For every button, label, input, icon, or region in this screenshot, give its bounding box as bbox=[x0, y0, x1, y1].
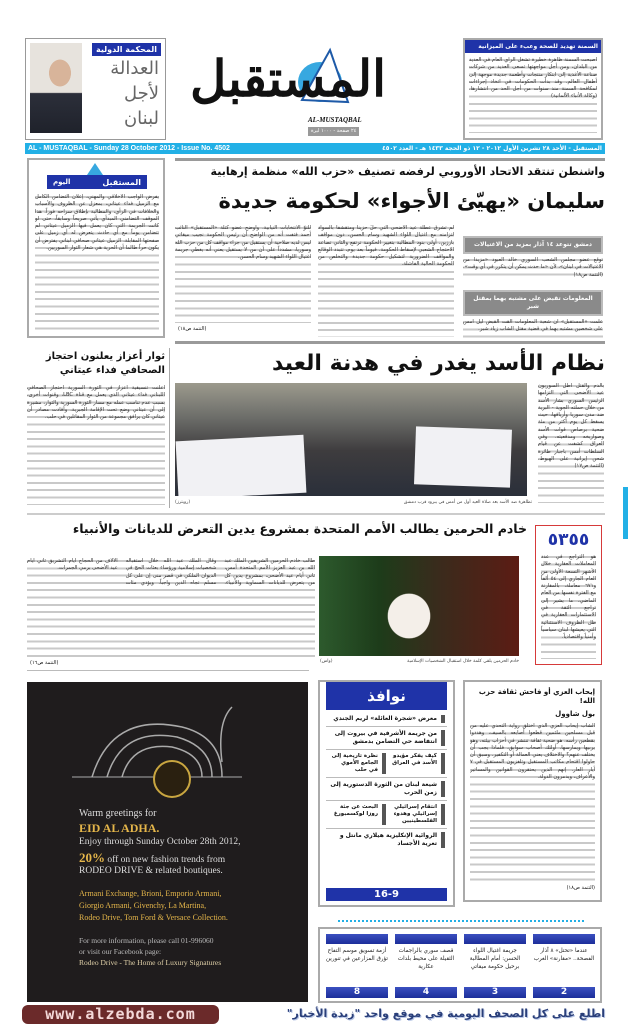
azaz-headline-1: ثوار أعزاز يعلنون احتجاز bbox=[45, 351, 165, 362]
health-brief-title: السمنة تهديد للصحة وعبء على الميزانية bbox=[465, 40, 601, 53]
side-box-1-body: توقع عضو مجلس الشعب السوري خالد العبود «مزيداً من الاغتيالات في لبنان»، لأن «ما حدث يمكن أن يتكرر في أي وقت». (التتمة ص١٨) bbox=[463, 257, 603, 278]
opinion-body: الشاب إيحاب العزي الذي اختلق رواية التحدي عليه من قبل مسلحين ملثمين قطعوا أصابعه بالسيف، وهددوا بقطعين رأسه. هو ضحية ثقافة تنتشر في أحزاب بيئته، وهو يربيها ويمارسها. أولئك أصحاب سوابق، فلماذا يجب أن يختلف عنهم؟ والاختلاف يعني العمالة أو التكفير. وسبق أن حاولوا اقتحام مكاتب المستقبل وتلفزيون المستقبل في ٧ أيار العار. إنهم الذين يحتقرون القوانين والمساتير والأعراف، ويدمرون الدولة. bbox=[470, 723, 595, 883]
nawafedh-item[interactable] bbox=[326, 829, 447, 851]
lead-continued[interactable]: (التتمة ص١٨) bbox=[178, 326, 207, 332]
today-badge-label: اليوم bbox=[53, 178, 71, 186]
saudi-continued[interactable]: (التتمة ص١٦) bbox=[30, 660, 59, 666]
azaz-headline[interactable] bbox=[27, 350, 165, 378]
strip-item-text: عندما «تحتل» ٨ آذار الفصحة.. «مقارنة» الغرب bbox=[533, 948, 595, 962]
lead-body-1: لم تشرق عطلة عيد الأضحى التي حلّ حزيناً ومتقشفاً بالسواد لتزامنه مع اغتيال اللواء الشهيد وسام الحسن، دون مواقف بارزين. أولى بنود المطالبة بتغيير الحكومة ترتفع والثاني تصاعد الاحتجاج الشعبي لإسقاط الحكومة. فيوماً بعد يوم، تتبدد الوقائع والمواقف الضرورية لتشكيل حكومة جديدة والتخلص من الحكومة الحالية الفاشلة. bbox=[318, 225, 454, 337]
ad-line-1: Warm greetings for bbox=[79, 808, 157, 819]
opinion-author: بول شاوول bbox=[555, 710, 595, 718]
nawafedh-item[interactable] bbox=[326, 778, 447, 801]
number-body: هو التراجع في عدد المعاملات العقارية خلال الأشهر التسعة الأولى من العام الجاري إلى ٥٤ ألفاً و٦٧١ معاملة، بالمقارنة مع الفترة نفسها من العام الماضي، ما يشير إلى تراجع الثقة في الاستثمارات العقارية في ظل الظروف الاستثنائية التي يعيشها لبنان سياسياً وأمنياً واقتصادياً. bbox=[541, 554, 596, 659]
ad-brand-1: Armani Exchange, Brioni, Emporio Armani, bbox=[79, 889, 222, 898]
protest-sign-left bbox=[176, 435, 307, 496]
lead-body-2: للتوّ الانتخابات النيابية. وأوضح عضو كتلة «المستقبل» النائب أحمد فتفت أنه من الواضح أن رئيس الحكومة نجيب ميقاتي ليس لديه صلاحية أن يستقيل من جراء مواقف كل من حزب الله وسوريا، مشدداً على أن من لا يستقيل يعني أنه يغطي جريمة اغتيال اللواء الشهيد وسام الحسن. bbox=[175, 225, 311, 323]
today-badge-logo: المستقبل bbox=[102, 177, 141, 187]
king-photo bbox=[319, 556, 519, 656]
nawafedh-item-text: كيف يفكر مؤيدو الأسد في العراق bbox=[392, 753, 437, 766]
logo[interactable] bbox=[180, 30, 445, 140]
nawafedh-item[interactable] bbox=[326, 727, 447, 750]
ad-offer-text: off on new fashion trends from bbox=[107, 855, 226, 865]
left-promo-box[interactable] bbox=[25, 38, 166, 140]
promo-line-3: لبنان bbox=[123, 108, 159, 129]
nawafedh-title: نوافذ bbox=[326, 682, 447, 710]
strip-item[interactable] bbox=[533, 934, 595, 998]
opinion-title: إيحاب العزي أو فاحش ثقافة حزب الله! bbox=[478, 688, 595, 705]
side-accent-bar bbox=[623, 487, 628, 539]
ad-line-2: EID AL ADHA. bbox=[79, 821, 160, 835]
lead-headline[interactable]: سليمان «يهيّئ الأجواء» لحكومة جديدة bbox=[218, 189, 605, 213]
side-box-1[interactable] bbox=[463, 236, 603, 284]
today-badge-emblem-icon bbox=[87, 163, 103, 175]
strip-item[interactable] bbox=[395, 934, 457, 998]
strip-item-page: 8 bbox=[326, 987, 388, 998]
ad-offer-pct: 20% bbox=[79, 850, 105, 865]
nawafedh-item[interactable] bbox=[326, 801, 447, 829]
column-divider bbox=[169, 348, 170, 508]
logo-arabic: المستقبل bbox=[190, 49, 386, 108]
king-photo-caption: خادم الحرمين يلقي كلمة خلال استقبال الشخصيات الإسلامية bbox=[407, 659, 519, 664]
number-box[interactable] bbox=[535, 525, 602, 665]
number-value: ٥٣٥٥ bbox=[547, 530, 590, 550]
opinion-box[interactable] bbox=[463, 680, 602, 902]
side-box-2-body: علمت «المستقبل» أن شعبة المعلومات ألقت القبض ليل أمس على شخصين مشتبه بهما في قضية مقتل الشاب زياد شبر. bbox=[463, 319, 603, 341]
opinion-continued[interactable]: (التتمة ص١٨) bbox=[566, 885, 595, 891]
health-brief-body: أصبحت السمنة ظاهرة خطيرة تشغل الرأي العام في العديد من البلدان، ومن أجل مواجهتها تسعى العديد من شركات صناعة الأغذية إلى ابتكار منتجات وأطعمة جديدة موجهة إلى أطفال العالم. وقد بدأت الحكومات في اتخاذ إجراءات لمكافحة السمنة منذ سنوات من أجل الحد من انتشارها. (وكالة الأنباء الألمانية) bbox=[469, 57, 597, 133]
strip-dotted-top bbox=[338, 920, 584, 922]
side-box-1-title: دمشق تتوعد ١٤ آذار بمزيد من الاغتيالات bbox=[463, 236, 603, 254]
nawafedh-item-text: من جريمة الأشرفية في بيروت إلى انتفاضة حي التضامن بدمشق bbox=[334, 730, 437, 745]
nawafedh-item-text: شيعة لبنان من الثورة الدستورية إلى زمن الحرب bbox=[330, 781, 437, 796]
ad-info-2: or visit our Facebook page: bbox=[79, 947, 162, 956]
inside-pages-strip bbox=[318, 927, 602, 1003]
protest-sign-right bbox=[414, 426, 512, 487]
health-brief-box[interactable] bbox=[463, 38, 603, 140]
nawafedh-item-text: البحث عن جثة روزا لوكسمبورغ bbox=[333, 804, 378, 817]
lower-rule bbox=[27, 670, 309, 671]
nawafedh-pages: 16-9 bbox=[326, 888, 447, 901]
strip-item-page: 2 bbox=[533, 987, 595, 998]
footer-slogan: اطلع على كل الصحف اليومية في موقع واحد "زبدة الأخبار" bbox=[286, 1007, 605, 1020]
syria-photo-credit: (رويترز) bbox=[175, 500, 191, 505]
top-rule bbox=[175, 158, 605, 161]
date-bar bbox=[25, 143, 605, 154]
strip-item-text: قصف سوري بالراجمات الثقيلة على محيط بلدات عكارية bbox=[397, 948, 455, 970]
nawafedh-item[interactable] bbox=[326, 750, 447, 778]
ad-line-3: Enjoy through Sunday October 28th 2012, bbox=[79, 837, 241, 847]
mid-rule-1 bbox=[175, 341, 605, 344]
syria-headline[interactable]: نظام الأسد يغدر في هدنة العيد bbox=[272, 351, 605, 376]
saudi-headline[interactable]: خادم الحرمين يطالب الأمم المتحدة بمشروع يدين التعرض للديانات والأنبياء bbox=[72, 521, 527, 536]
strip-item[interactable] bbox=[464, 934, 526, 998]
nawafedh-item-text: نظرة تاريخية إلى الجامع الأموي في حلب bbox=[331, 753, 378, 773]
azaz-headline-2: الصحافي فداء عيتاني bbox=[59, 365, 165, 376]
lead-kicker[interactable]: واشنطن تنتقد الاتحاد الأوروبي لرفضه تصنيف «حزب الله» منظمة إرهابية bbox=[210, 165, 605, 178]
date-arabic: المستقبل - الأحد ٢٨ تشرين الأول ٢٠١٢ - ١٢ ذو الحجة ١٤٣٣ هـ - العدد ٤٥٠٢ bbox=[382, 145, 602, 152]
ad-emblem-icon bbox=[72, 702, 242, 802]
side-box-2[interactable] bbox=[463, 290, 603, 338]
price-tag: ٢٤ صفحة - ١٠٠٠ ليرة bbox=[308, 127, 359, 136]
logo-latin: AL-MUSTAQBAL bbox=[308, 116, 362, 124]
today-column[interactable] bbox=[27, 158, 165, 338]
saudi-body: طالب خادم الحرمين الشريفين الملك عبد الله بن عبد العزيز الأمم المتحدة أمس، ثاني أيام عيد الأضحى، بمشروع يدين كل من يتعرض للديانات السماوية والأنبياء. وقال الملك عبد الله خلال استقباله شخصيات إسلامية ورؤساء بعثات الحج في الديوان الملكي في قصر منى إن على كل مسلم تجاه الدين واجباً. ويؤدي مئات الآلاف من الحجاج أيام التشريق ثاني أيام عيد الأضحى برمي الجمرات. bbox=[27, 558, 315, 658]
king-photo-credit: (واس) bbox=[320, 659, 333, 664]
nawafedh-item-text: معرض «شجرة العائلة» لريم الجندي bbox=[333, 715, 437, 722]
nawafedh-box[interactable] bbox=[318, 680, 455, 907]
ad-info-1: For more information, please call 01-996060 bbox=[79, 936, 214, 945]
portrait-photo bbox=[30, 43, 82, 133]
footer-url[interactable]: www.alzebda.com bbox=[22, 1005, 219, 1024]
nawafedh-item[interactable] bbox=[326, 712, 447, 727]
syria-protest-photo bbox=[175, 383, 527, 496]
promo-line-2: لأجل bbox=[123, 83, 159, 104]
azaz-body: أعلنت تنسيقية أعزاز في الثورة السورية احتجاز الصحافي اللبناني فداء عيتاني الذي يعمل مع قناة LBC، وقنوات أخرى، بسبب عدم تناسب عمله مع مسار الثورة السورية والثوار، مشيرة إلى أن عيتاني وضع تحت الإقامة الجبرية. وأفادت مصادر أن عيتاني كان يرافق مجموعة من الثوار المقاتلين في حلب. bbox=[27, 385, 165, 505]
ad-offer-line-2: RODEO DRIVE & related boutiques. bbox=[79, 866, 223, 876]
strip-item-page: 4 bbox=[395, 987, 457, 998]
ad-info-3: Rodeo Drive - The Home of Luxury Signatures bbox=[79, 958, 222, 967]
side-box-2-title: المعلومات تقبض على مشتبه بهما بمقتل شبر bbox=[463, 290, 603, 316]
promo-line-1: العدالة bbox=[110, 58, 159, 79]
mid-rule-2 bbox=[27, 513, 605, 515]
strip-item-text: أزمة تسويق موسم التفاح تؤرق المزارعين في تنورين bbox=[326, 948, 388, 962]
strip-item-page: 3 bbox=[464, 987, 526, 998]
today-column-body: يفرض الواجب الأخلاقي والمهني، إعلان التضامن الكامل مع الزميل فداء عيتاني، بمعزل عن الظروف والأسباب والخلافات في الرأي، والمطالبة بإطلاق سراحه فوراً. هذا الموقف التضامني المبدأي يأتي صريحاً وسابقاً، حتى لو كانت الجريمة التي كان يعمل فيها الزميل عيتاني لم تتضامن يوماً مع أي حادث يتعرض له أي زميل على صفحتها المقابلة. الزميل عيتاني صحافي لبناني يفترض أن يكون حراً طالما أن الحرية هي شعار الثوار السوريين. bbox=[35, 194, 159, 334]
strip-item-text: جريمة اغتيال اللواء الحسن: أمام المطالبة برحيل حكومة ميقاتي bbox=[469, 948, 521, 970]
ad-brand-2: Giorgio Armani, Givenchy, La Martina, bbox=[79, 901, 207, 910]
ad-offer bbox=[79, 850, 225, 866]
date-latin: AL - MUSTAQBAL - Sunday 28 October 2012 - Issue No. 4502 bbox=[28, 145, 230, 152]
syria-photo-caption: تظاهرة ضد الأسد بعد صلاة العيد أول من أمس في يبرود قرب دمشق bbox=[403, 500, 532, 505]
rodeo-drive-ad[interactable] bbox=[27, 682, 308, 1002]
ad-brand-3: Rodeo Drive, Tom Ford & Versace Collection. bbox=[79, 913, 228, 922]
promo-label: المحكمة الدولية bbox=[92, 43, 161, 56]
nawafedh-item-text: الروائية الإنكليزية هيلاري مانتل و تعرية الأجساد bbox=[339, 832, 437, 847]
strip-item[interactable] bbox=[326, 934, 388, 998]
today-badge bbox=[47, 175, 147, 189]
syria-body: بالدم والقتل أطل السوريون عيد الأضحى التي التزامها الرئيس السوري بشار الأسد من خلال حملته الجوية - البرية ضد مدن سوريا وأريافها، حيث يسقط كل يوم أكثر من مئة ضحية برصاص قوات الأسد وصواريخه ومدفعيته. وفي العراق كشفت عن قيام السلطات أمس باجبار طائرة شحن إيرانية على الهبوط. (التتمة ص١٧) bbox=[538, 383, 604, 503]
nawafedh-item-text: انتقام إسرائيلي إسرائيلي وهدوء الفلسطينيين bbox=[393, 804, 437, 824]
